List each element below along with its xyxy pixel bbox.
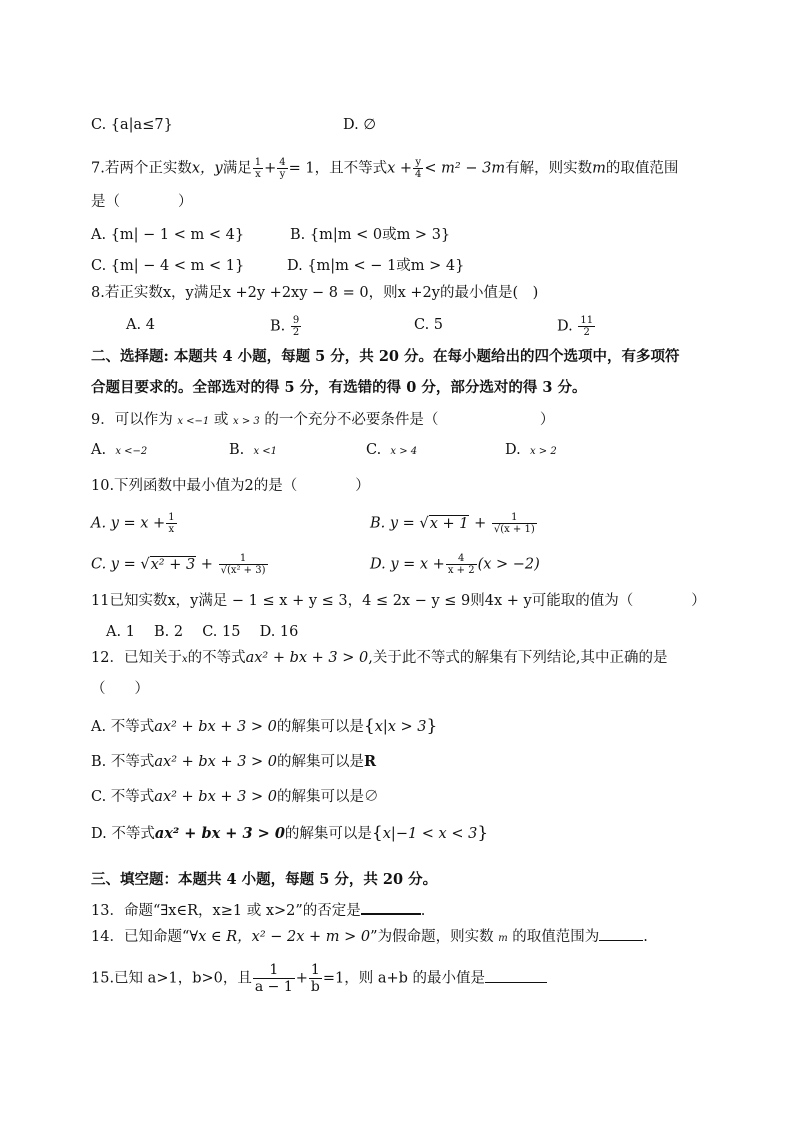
q8-option-c: C. 5 <box>414 317 444 333</box>
section-2-heading-continued: 合题目要求的。全部选对的得 5 分，有选错的得 0 分，部分选对的得 3 分。 <box>91 379 587 396</box>
q14-answer-blank[interactable] <box>599 926 643 941</box>
q6-option-c: C. {a|a≤7} <box>91 117 173 133</box>
q8-option-d: D. $\frac{11}{2}$ <box>557 315 594 338</box>
q7-frac-4-over-y: $\frac{4}{y}$ <box>279 157 286 180</box>
q7-option-b: B. {m|m < 0或m > 3} <box>290 227 451 243</box>
q8-option-a: A. 4 <box>126 317 155 333</box>
q10-frac-1-over-x: $\frac{1}{x}$ <box>168 512 175 535</box>
q12-stem-continued: （ ） <box>91 681 149 697</box>
q10-frac-d: $\frac{4}{x + 2}$ <box>447 553 475 576</box>
q15-answer-blank[interactable] <box>485 968 547 983</box>
q7-option-d: D. {m|m < − 1或m > 4} <box>287 258 465 274</box>
q15-stem: 15.已知 a>1，b>0，且 $\frac{1}{a - 1}$ + $\frac{1}{b}$ =1，则 a+b 的最小值是 <box>91 962 547 995</box>
q7-option-c: C. {m| − 4 < m < 1} <box>91 258 245 274</box>
q12-option-b: B. 不等式ax² + bx + 3 > 0的解集可以是R <box>91 753 377 770</box>
q9-option-c: C. x > 4 <box>366 442 418 458</box>
q10-option-c: C. y = √x² + 3 + $\frac{1}{\text{√(x² + 3)}}$ <box>91 553 266 576</box>
q11-options: A. 1 B. 2 C. 15 D. 16 <box>106 624 299 640</box>
q7-option-a: A. {m| − 1 < m < 4} <box>91 227 245 243</box>
q10-stem: 10.下列函数中最小值为2的是（ ） <box>91 478 370 494</box>
q10-option-b: B. y = √x + 1 + $\frac{1}{√(x + 1)}$ <box>370 512 535 535</box>
section-2-heading: 二、选择题: 本题共 4 小题，每题 5 分，共 20 分。在每小题给出的四个选项中，有多项符 <box>91 348 680 365</box>
q8-option-b: B. $\frac{9}{2}$ <box>270 315 300 338</box>
q15-frac-1-over-a-minus-1: $\frac{1}{a - 1}$ <box>254 962 293 995</box>
q12-stem: 12．已知关于x的不等式ax² + bx + 3 > 0,关于此不等式的解集有下列结论,其中正确的是 <box>91 650 668 666</box>
q7-stem-continued: 是（ ） <box>91 194 193 210</box>
q10-frac-b: $\frac{1}{√(x + 1)}$ <box>493 512 535 535</box>
q10-option-d: D. y = x + $\frac{4}{x + 2}$ (x > −2) <box>370 553 540 576</box>
q12-option-a: A. 不等式ax² + bx + 3 > 0的解集可以是{x|x > 3} <box>91 716 438 736</box>
q10-frac-c: $\frac{1}{\text{√(x² + 3)}}$ <box>220 553 266 576</box>
q6-option-d: D. ∅ <box>343 117 376 133</box>
q9-option-d: D. x > 2 <box>505 442 557 458</box>
q12-option-c: C. 不等式ax² + bx + 3 > 0的解集可以是∅ <box>91 789 379 805</box>
q14-stem: 14．已知命题“∀x ∈ R，x² − 2x + m > 0”为假命题，则实数 m 的取值范围为 . <box>91 926 648 949</box>
q8-stem: 8.若正实数x，y满足x +2y +2xy − 8 = 0，则x +2y的最小值是( ) <box>91 285 539 301</box>
q13-stem: 13．命题“∃x∈R，x≥1 或 x>2”的否定是 . <box>91 899 425 921</box>
q11-stem: 11已知实数x，y满足 − 1 ≤ x + y ≤ 3，4 ≤ 2x − y ≤ 9则4x + y可能取的值为（ ） <box>91 593 706 609</box>
q9-stem: 9．可以作为 x <−1 或 x > 3 的一个充分不必要条件是（ ） <box>91 412 555 428</box>
q9-option-a: A. x <−2 <box>91 442 148 458</box>
q13-answer-blank[interactable] <box>361 899 421 915</box>
q12-option-d: D. 不等式ax² + bx + 3 > 0的解集可以是{x|−1 < x < 3} <box>91 823 489 843</box>
q8-frac-9-over-2: $\frac{9}{2}$ <box>292 315 300 338</box>
q10-option-a: A. y = x + $\frac{1}{x}$ <box>91 512 175 535</box>
q7-frac-y-over-4: $\frac{y}{4}$ <box>415 157 422 180</box>
q9-option-b: B. x <1 <box>229 442 278 458</box>
q15-frac-1-over-b: $\frac{1}{b}$ <box>310 962 320 995</box>
q7-frac-1-over-x: $\frac{1}{x}$ <box>254 157 262 180</box>
q8-frac-11-over-2: $\frac{11}{2}$ <box>580 315 594 338</box>
section-3-heading: 三、填空题：本题共 4 小题，每题 5 分，共 20 分。 <box>91 871 438 888</box>
q7-stem: 7.若两个正实数x，y满足 $\frac{1}{x}$ + $\frac{4}{y}$ = 1，且不等式x + $\frac{y}{4}$ < m² − 3m有解，则实数m的取值范围 <box>91 157 679 180</box>
